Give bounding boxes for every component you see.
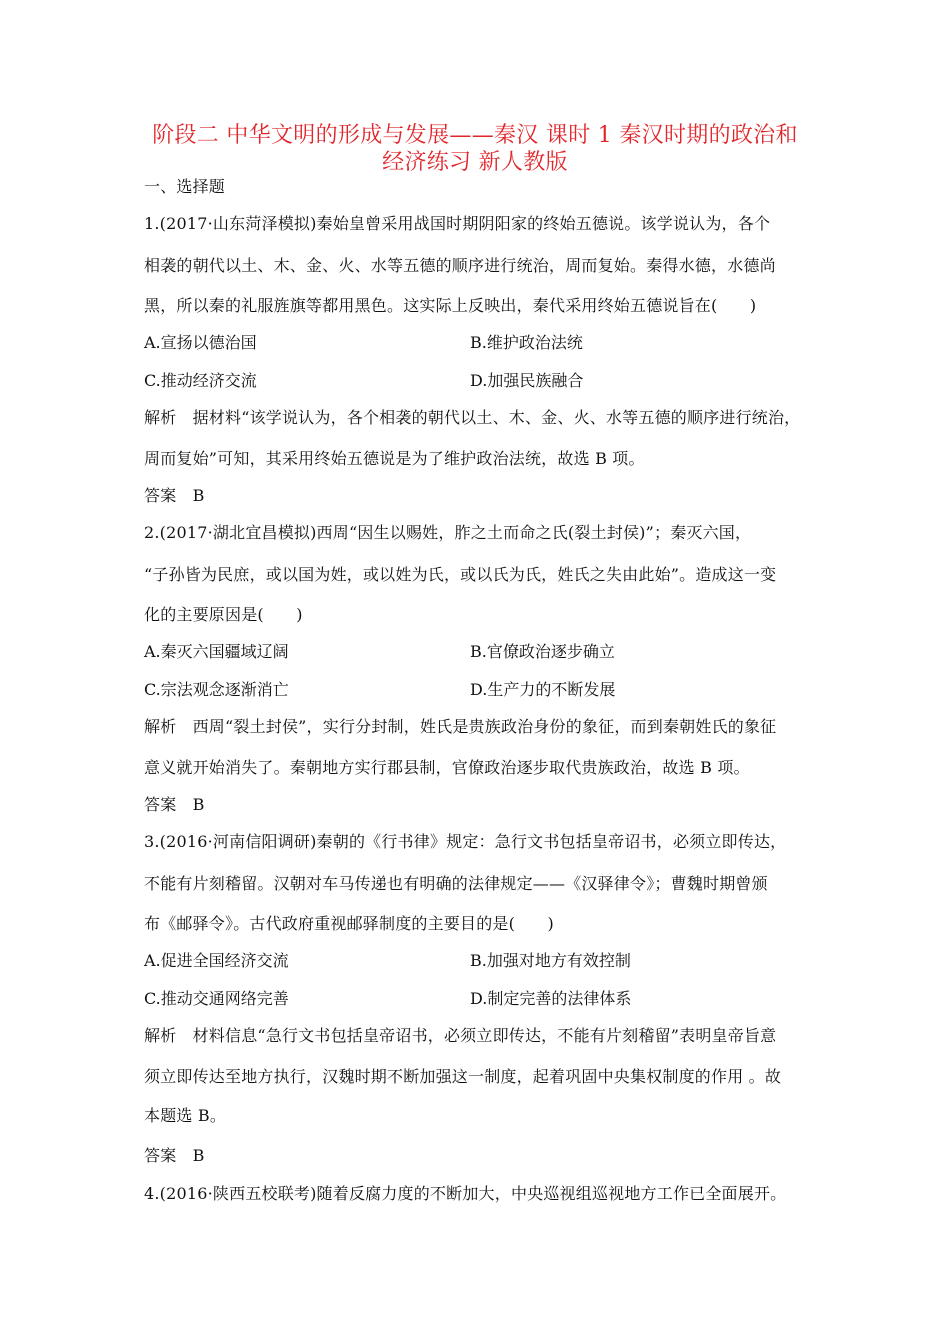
q2-option-a: A.秦灭六国疆域辽阔 bbox=[144, 642, 289, 661]
q3-option-d: D.制定完善的法律体系 bbox=[470, 989, 632, 1008]
q2-option-b: B.官僚政治逐步确立 bbox=[470, 642, 615, 661]
q1-option-a: A.宣扬以德治国 bbox=[144, 333, 257, 352]
q1-stem-line-2: 相袭的朝代以土、木、金、火、水等五德的顺序进行统治，周而复始。秦得水德，水德尚 bbox=[144, 256, 776, 275]
q3-analysis-line-3: 本题选 B。 bbox=[144, 1106, 227, 1125]
q1-answer: 答案 B bbox=[144, 486, 205, 505]
q2-option-c: C.宗法观念逐渐消亡 bbox=[144, 680, 289, 699]
q3-option-b: B.加强对地方有效控制 bbox=[470, 951, 631, 970]
q1-option-d: D.加强民族融合 bbox=[470, 371, 584, 390]
q2-answer: 答案 B bbox=[144, 795, 205, 814]
q1-analysis-line-1: 解析 据材料“该学说认为，各个相袭的朝代以土、木、金、火、水等五德的顺序进行统治， bbox=[144, 408, 801, 427]
q2-analysis-line-1: 解析 西周“裂土封侯”，实行分封制，姓氏是贵族政治身份的象征，而到秦朝姓氏的象征 bbox=[144, 717, 777, 736]
q2-analysis-line-2: 意义就开始消失了。秦朝地方实行郡县制，官僚政治逐步取代贵族政治，故选 B 项。 bbox=[144, 758, 750, 777]
q1-stem-line-3: 黑，所以秦的礼服旌旗等都用黑色。这实际上反映出，秦代采用终始五德说旨在( ) bbox=[144, 296, 757, 315]
q2-option-d: D.生产力的不断发展 bbox=[470, 680, 616, 699]
section-heading: 一、选择题 bbox=[144, 177, 226, 196]
page-title-line-1: 阶段二 中华文明的形成与发展——秦汉 课时 1 秦汉时期的政治和 bbox=[152, 123, 798, 148]
q3-stem-line-3: 布《邮驿令》。古代政府重视邮驿制度的主要目的是( ) bbox=[144, 914, 554, 933]
q2-stem-line-3: 化的主要原因是( ) bbox=[144, 605, 303, 624]
q3-answer: 答案 B bbox=[144, 1146, 205, 1165]
q1-analysis-line-2: 周而复始”可知，其采用终始五德说是为了维护政治法统，故选 B 项。 bbox=[144, 449, 645, 468]
q2-stem-line-2: “子孙皆为民庶，或以国为姓，或以姓为氏，或以氏为氏，姓氏之失由此始”。造成这一变 bbox=[144, 565, 777, 584]
q3-stem-line-1: 3.(2016·河南信阳调研)秦朝的《行书律》规定：急行文书包括皇帝诏书，必须立即传达， bbox=[144, 832, 787, 851]
q1-option-b: B.维护政治法统 bbox=[470, 333, 583, 352]
q3-analysis-line-2: 须立即传达至地方执行，汉魏时期不断加强这一制度，起着巩固中央集权制度的作用 。故 bbox=[144, 1067, 782, 1086]
q1-stem-line-1: 1.(2017·山东菏泽模拟)秦始皇曾采用战国时期阴阳家的终始五德说。该学说认为，各个 bbox=[144, 214, 771, 233]
page-title-line-2: 经济练习 新人教版 bbox=[382, 150, 568, 175]
q4-stem-line-1: 4.(2016·陕西五校联考)随着反腐力度的不断加大，中央巡视组巡视地方工作已全面展开。 bbox=[144, 1184, 787, 1203]
q3-option-c: C.推动交通网络完善 bbox=[144, 989, 289, 1008]
q3-option-a: A.促进全国经济交流 bbox=[144, 951, 289, 970]
q1-option-c: C.推动经济交流 bbox=[144, 371, 257, 390]
q3-analysis-line-1: 解析 材料信息“急行文书包括皇帝诏书，必须立即传达，不能有片刻稽留”表明皇帝旨意 bbox=[144, 1026, 777, 1045]
q2-stem-line-1: 2.(2017·湖北宜昌模拟)西周“因生以赐姓，胙之土而命之氏(裂土封侯)”；秦灭六国， bbox=[144, 523, 752, 542]
q3-stem-line-2: 不能有片刻稽留。汉朝对车马传递也有明确的法律规定——《汉驿律令》；曹魏时期曾颁 bbox=[144, 874, 768, 893]
